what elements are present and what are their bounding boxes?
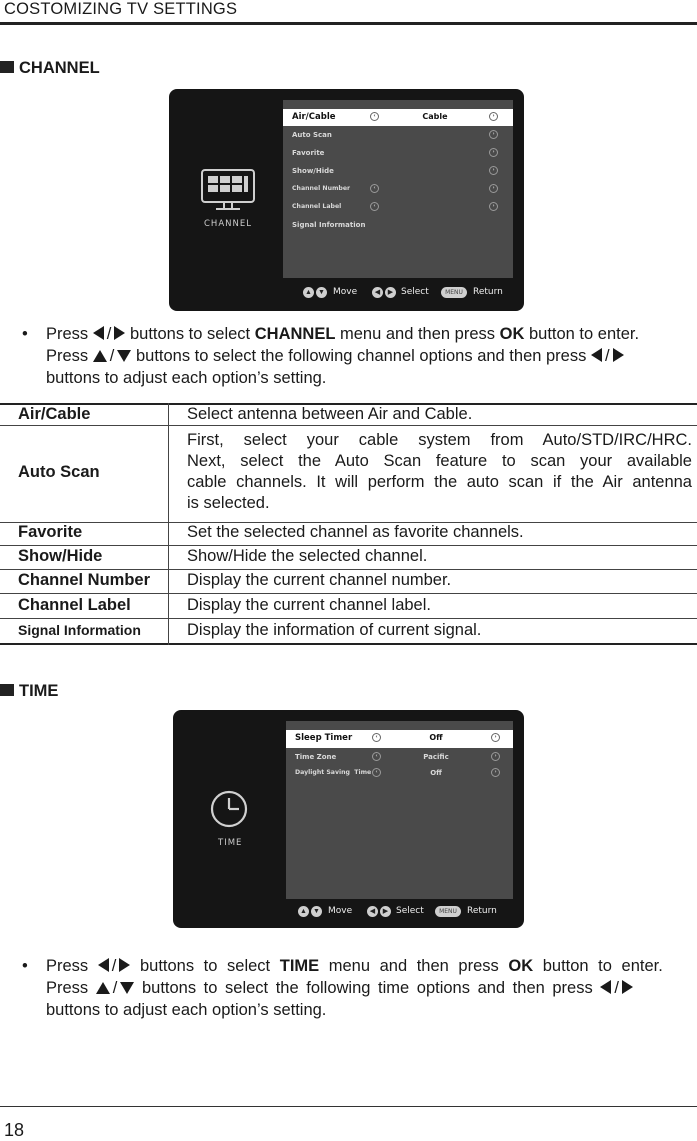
ok-key: OK — [499, 325, 525, 343]
time-menu-screenshot — [173, 710, 524, 928]
menu-key-icon: MENU — [441, 287, 467, 298]
menu-row-label: Channel Number — [292, 185, 351, 192]
down-arrow-icon — [120, 982, 134, 994]
menu-row-favorite[interactable] — [283, 145, 513, 162]
chevron-left-icon — [370, 202, 379, 211]
hint-select: Select — [401, 287, 429, 297]
menu-row-value: Cable — [422, 112, 448, 121]
channel-instruction-line-1: Press / buttons to select CHANNEL menu and then press OK button to enter. — [46, 325, 640, 343]
right-arrow-icon — [119, 958, 130, 972]
page-header — [0, 0, 697, 25]
right-arrow-icon — [622, 980, 633, 994]
page-header-title: COSTOMIZING TV SETTINGS — [4, 0, 238, 18]
table-option-desc: Show/Hide the selected channel. — [187, 547, 428, 565]
channel-instruction-line-3: buttons to adjust each option’s setting. — [46, 369, 327, 387]
menu-row-show-hide[interactable] — [283, 163, 513, 180]
text: Press — [46, 347, 89, 365]
bullet: • — [22, 957, 28, 975]
section-marker-icon — [0, 61, 14, 73]
tv-icon — [200, 168, 256, 212]
section-marker-icon — [0, 684, 14, 696]
up-arrow-icon: ▲ — [303, 287, 314, 298]
text: buttons to select the following time options and then press — [141, 979, 593, 997]
time-instructions — [22, 955, 696, 1021]
left-arrow-icon: ◀ — [367, 906, 378, 917]
page-number: 18 — [4, 1120, 25, 1140]
chevron-left-icon — [372, 768, 381, 777]
table-option-desc: Display the current channel label. — [187, 596, 431, 614]
left-arrow-icon — [600, 980, 611, 994]
left-arrow-icon — [93, 326, 104, 340]
desc-line: Next, select the Auto Scan feature to scan your available — [187, 452, 692, 470]
channel-menu-screenshot — [169, 89, 524, 311]
right-arrow-icon — [114, 326, 125, 340]
channel-options-table — [0, 403, 697, 645]
down-arrow-icon — [117, 350, 131, 362]
menu-row-label: Air/Cable — [292, 112, 336, 122]
menu-row-daylight-saving-time[interactable] — [286, 765, 513, 782]
menu-row-label: Signal Information — [292, 221, 366, 229]
menu-row-label: Time Zone — [295, 753, 337, 761]
menu-row-label: Show/Hide — [292, 167, 334, 175]
menu-row-air-cable[interactable] — [283, 109, 513, 126]
left-arrow-icon — [98, 958, 109, 972]
time-instruction-line-1: Press / buttons to select TIME menu and then press OK button to enter. — [46, 957, 663, 975]
hint-select: Select — [396, 906, 424, 916]
up-arrow-icon — [96, 982, 110, 994]
menu-row-channel-label[interactable] — [283, 199, 513, 216]
up-arrow-icon — [93, 350, 107, 362]
hint-move: Move — [328, 906, 353, 916]
chevron-right-icon — [489, 130, 498, 139]
chevron-left-icon — [370, 184, 379, 193]
table-option-name: Channel Number — [18, 571, 151, 589]
menu-row-channel-number[interactable] — [283, 181, 513, 198]
right-arrow-icon: ▶ — [380, 906, 391, 917]
channel-instructions — [22, 323, 696, 389]
ok-key: OK — [508, 957, 534, 975]
table-option-name: Air/Cable — [18, 405, 91, 423]
table-option-desc: Display the information of current signal. — [187, 621, 482, 639]
text: buttons to select the following channel options and then press — [135, 347, 587, 365]
left-arrow-icon: ◀ — [372, 287, 383, 298]
table-option-desc: Display the current channel number. — [187, 571, 452, 589]
menu-name: TIME — [279, 957, 320, 975]
menu-row-label: Channel Label — [292, 203, 342, 210]
menu-row-value: Off — [429, 733, 443, 742]
channel-instruction-line-2: Press / buttons to select the following channel options and then press / — [46, 345, 624, 367]
menu-key-icon: MENU — [435, 906, 461, 917]
desc-line: is selected. — [187, 494, 270, 512]
menu-row-signal-information[interactable] — [283, 217, 513, 234]
time-section-heading — [0, 682, 58, 701]
up-arrow-icon: ▲ — [298, 906, 309, 917]
text: buttons to select — [129, 325, 251, 343]
menu-row-label: Favorite — [292, 149, 325, 157]
table-option-name: Auto Scan — [18, 463, 100, 481]
chevron-right-icon — [489, 148, 498, 157]
chevron-left-icon — [372, 752, 381, 761]
channel-icon-caption: CHANNEL — [204, 219, 252, 229]
text: buttons to select — [139, 957, 271, 975]
chevron-left-icon — [372, 733, 381, 742]
table-option-name: Favorite — [18, 523, 83, 541]
chevron-right-icon — [491, 768, 500, 777]
chevron-right-icon — [489, 184, 498, 193]
text: Press — [46, 325, 89, 343]
time-menu-panel — [286, 721, 513, 899]
menu-row-sleep-timer[interactable] — [286, 730, 513, 748]
chevron-right-icon — [491, 733, 500, 742]
text: Press — [46, 979, 89, 997]
down-arrow-icon: ▼ — [311, 906, 322, 917]
hint-move: Move — [333, 287, 358, 297]
channel-menu-panel — [283, 100, 513, 278]
menu-row-time-zone[interactable] — [286, 749, 513, 766]
hint-return: Return — [473, 287, 503, 297]
menu-row-value: Pacific — [423, 753, 449, 761]
time-instruction-line-2: Press / buttons to select the following time options and then press / — [46, 977, 633, 999]
chevron-right-icon — [489, 202, 498, 211]
chevron-right-icon — [489, 166, 498, 175]
channel-section-heading — [0, 59, 100, 78]
table-option-name: Show/Hide — [18, 547, 103, 565]
chevron-left-icon — [370, 112, 379, 121]
table-option-name: Signal Information — [18, 622, 141, 638]
footer-divider — [0, 1106, 697, 1107]
menu-row-label: Sleep Timer — [295, 733, 353, 743]
table-option-desc: Select antenna between Air and Cable. — [187, 405, 473, 423]
time-instruction-line-3: buttons to adjust each option’s setting. — [46, 1001, 327, 1019]
table-option-desc — [187, 430, 692, 514]
table-option-name: Channel Label — [18, 596, 131, 614]
time-heading-text: TIME — [19, 682, 59, 700]
hint-return: Return — [467, 906, 497, 916]
menu-row-label: Auto Scan — [292, 131, 332, 139]
bullet: • — [22, 325, 28, 343]
right-arrow-icon — [613, 348, 624, 362]
text: Press — [46, 957, 89, 975]
desc-line: cable channels. It will perform the auto scan if the Air antenna — [187, 473, 692, 491]
menu-name: CHANNEL — [254, 325, 336, 343]
right-arrow-icon: ▶ — [385, 287, 396, 298]
chevron-right-icon — [489, 112, 498, 121]
table-option-desc: Set the selected channel as favorite channels. — [187, 523, 524, 541]
left-arrow-icon — [591, 348, 602, 362]
menu-row-auto-scan[interactable] — [283, 127, 513, 144]
text: button to enter. — [542, 957, 663, 975]
clock-icon — [209, 789, 249, 829]
chevron-right-icon — [491, 752, 500, 761]
time-icon-caption: TIME — [218, 838, 243, 848]
text: button to enter. — [528, 325, 640, 343]
channel-heading-text: CHANNEL — [19, 59, 100, 77]
desc-line: First, select your cable system from Auto/STD/IRC/HRC. — [187, 431, 692, 449]
down-arrow-icon: ▼ — [316, 287, 327, 298]
menu-row-value: Off — [430, 769, 442, 777]
text: menu and then press — [328, 957, 499, 975]
menu-row-label: Daylight Saving Time — [295, 769, 372, 776]
text: menu and then press — [340, 325, 496, 343]
